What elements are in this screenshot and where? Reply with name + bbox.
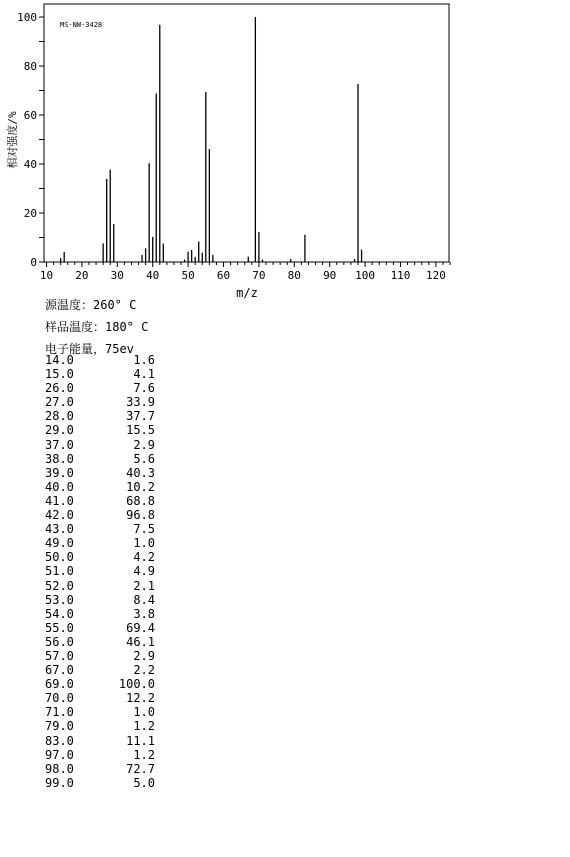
peak-row xyxy=(45,579,155,593)
peak-row xyxy=(45,395,155,409)
peak-intensity: 8.4 xyxy=(133,592,155,607)
peak-intensity: 11.1 xyxy=(126,733,155,748)
sample-id: MS-NW-3428 xyxy=(60,21,103,29)
peak-intensity: 15.5 xyxy=(126,423,155,438)
peak-mz: 56.0 xyxy=(45,634,74,649)
peak-mz: 70.0 xyxy=(45,691,74,706)
x-tick-label: 120 xyxy=(425,269,446,282)
x-tick-label: 40 xyxy=(146,269,160,282)
source-temperature: 源温度：260° C xyxy=(45,298,137,312)
peak-intensity: 2.9 xyxy=(133,648,155,663)
peak-row xyxy=(45,508,155,522)
peak-row xyxy=(45,494,155,508)
peak-row xyxy=(45,621,155,635)
peak-mz: 83.0 xyxy=(45,733,74,748)
peak-mz: 27.0 xyxy=(45,395,74,410)
peak-mz: 26.0 xyxy=(45,381,74,396)
peak-row xyxy=(45,522,155,536)
peak-mz: 79.0 xyxy=(45,719,74,734)
peak-row xyxy=(45,691,155,705)
peak-mz: 51.0 xyxy=(45,564,74,579)
peak-list xyxy=(45,353,155,790)
sample-temperature: 样品温度：180° C xyxy=(45,320,149,334)
peak-mz: 49.0 xyxy=(45,536,74,551)
y-axis-label: 相对强度/% xyxy=(6,111,19,169)
peak-intensity: 1.2 xyxy=(133,719,155,734)
peak-intensity: 7.5 xyxy=(133,522,155,537)
peak-row xyxy=(45,663,155,677)
x-tick-label: 90 xyxy=(323,269,337,282)
peak-intensity: 1.0 xyxy=(133,705,155,720)
peak-row xyxy=(45,705,155,719)
peak-row xyxy=(45,734,155,748)
peak-row xyxy=(45,649,155,663)
peak-row xyxy=(45,762,155,776)
peak-row xyxy=(45,593,155,607)
peak-mz: 28.0 xyxy=(45,409,74,424)
plot-frame xyxy=(44,4,449,262)
peak-mz: 43.0 xyxy=(45,522,74,537)
x-tick-label: 60 xyxy=(216,269,231,282)
peak-mz: 14.0 xyxy=(45,353,74,367)
peak-mz: 67.0 xyxy=(45,663,74,678)
peak-intensity: 4.9 xyxy=(133,564,155,579)
y-tick-label: 80 xyxy=(23,60,37,73)
peak-intensity: 72.7 xyxy=(126,761,155,776)
peak-intensity: 2.2 xyxy=(133,663,155,678)
peak-intensity: 7.6 xyxy=(133,381,155,396)
peak-intensity: 4.1 xyxy=(133,367,155,382)
peak-intensity: 4.2 xyxy=(133,550,155,565)
electron-energy: 电子能量，75ev xyxy=(45,342,134,356)
x-tick-label: 30 xyxy=(110,269,124,282)
peak-mz: 71.0 xyxy=(45,705,74,720)
peak-row xyxy=(45,367,155,381)
peak-mz: 29.0 xyxy=(45,423,74,438)
peak-mz: 97.0 xyxy=(45,747,74,762)
axis-ticks xyxy=(17,11,450,282)
peak-mz: 40.0 xyxy=(45,479,74,494)
x-tick-label: 110 xyxy=(390,269,411,282)
peak-mz: 42.0 xyxy=(45,508,74,523)
x-tick-label: 20 xyxy=(75,269,89,282)
peak-mz: 41.0 xyxy=(45,493,74,508)
y-tick-label: 100 xyxy=(17,11,37,24)
peak-intensity: 5.6 xyxy=(133,451,155,466)
peak-intensity: 10.2 xyxy=(126,479,155,494)
peak-row xyxy=(45,423,155,437)
peak-row xyxy=(45,607,155,621)
peak-intensity: 5.0 xyxy=(133,775,155,790)
mass-spectrum-chart xyxy=(0,0,570,300)
peak-mz: 54.0 xyxy=(45,606,74,621)
peak-intensity: 1.2 xyxy=(133,747,155,762)
peak-mz: 98.0 xyxy=(45,761,74,776)
y-tick-label: 40 xyxy=(23,158,37,171)
peak-row xyxy=(45,776,155,790)
peak-mz: 99.0 xyxy=(45,775,74,790)
y-tick-label: 0 xyxy=(30,256,37,269)
y-tick-label: 20 xyxy=(23,207,37,220)
peak-row xyxy=(45,381,155,395)
peak-row xyxy=(45,748,155,762)
peak-intensity: 40.3 xyxy=(126,465,155,480)
peak-row xyxy=(45,719,155,733)
peak-intensity: 2.1 xyxy=(133,578,155,593)
peak-mz: 57.0 xyxy=(45,648,74,663)
peak-intensity: 37.7 xyxy=(126,409,155,424)
spectrum-bars xyxy=(61,17,362,262)
peak-intensity: 12.2 xyxy=(126,691,155,706)
peak-mz: 69.0 xyxy=(45,677,74,692)
peak-mz: 39.0 xyxy=(45,465,74,480)
peak-row xyxy=(45,466,155,480)
y-tick-label: 60 xyxy=(23,109,37,122)
peak-row xyxy=(45,452,155,466)
peak-row xyxy=(45,536,155,550)
x-tick-label: 10 xyxy=(39,269,54,282)
peak-intensity: 100.0 xyxy=(118,677,155,692)
x-axis-label: m/z xyxy=(236,286,258,300)
peak-row xyxy=(45,550,155,564)
peak-intensity: 1.6 xyxy=(133,353,155,367)
peak-row xyxy=(45,353,155,367)
peak-intensity: 2.9 xyxy=(133,437,155,452)
peak-intensity: 3.8 xyxy=(133,606,155,621)
x-tick-label: 50 xyxy=(181,269,195,282)
peak-intensity: 69.4 xyxy=(126,620,155,635)
peak-intensity: 1.0 xyxy=(133,536,155,551)
x-tick-label: 70 xyxy=(252,269,266,282)
x-tick-label: 80 xyxy=(287,269,301,282)
peak-intensity: 68.8 xyxy=(126,493,155,508)
peak-row xyxy=(45,480,155,494)
peak-intensity: 33.9 xyxy=(126,395,155,410)
peak-mz: 15.0 xyxy=(45,367,74,382)
peak-intensity: 96.8 xyxy=(126,508,155,523)
peak-mz: 55.0 xyxy=(45,620,74,635)
peak-mz: 38.0 xyxy=(45,451,74,466)
peak-mz: 37.0 xyxy=(45,437,74,452)
peak-row xyxy=(45,564,155,578)
peak-mz: 50.0 xyxy=(45,550,74,565)
peak-intensity: 46.1 xyxy=(126,634,155,649)
peak-row xyxy=(45,635,155,649)
peak-mz: 52.0 xyxy=(45,578,74,593)
x-tick-label: 100 xyxy=(355,269,376,282)
peak-row xyxy=(45,409,155,423)
peak-mz: 53.0 xyxy=(45,592,74,607)
peak-row xyxy=(45,677,155,691)
peak-row xyxy=(45,438,155,452)
